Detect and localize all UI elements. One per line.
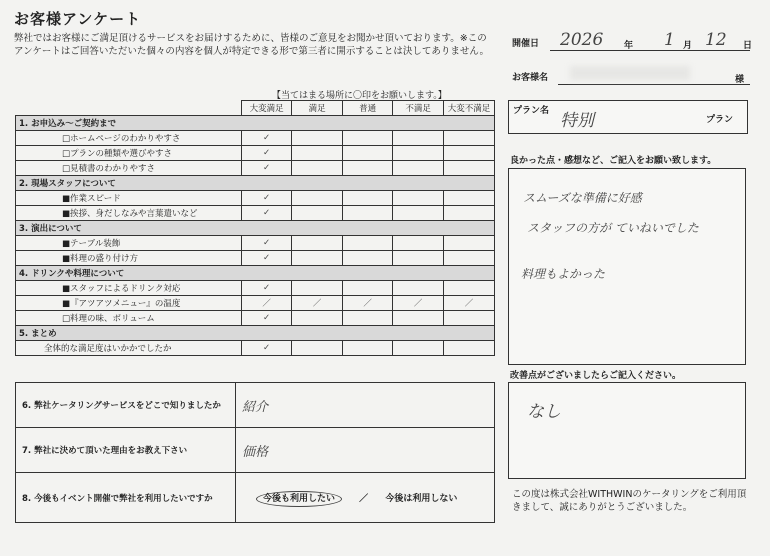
rating-cell[interactable]: ／ xyxy=(241,296,292,311)
rating-cell[interactable] xyxy=(443,236,494,251)
rating-cell[interactable] xyxy=(342,341,393,356)
rating-rows xyxy=(16,116,495,356)
date-label: 開催日 xyxy=(512,39,540,49)
rating-cell[interactable] xyxy=(292,281,343,296)
rating-cell[interactable] xyxy=(342,131,393,146)
column-header: 大変満足 xyxy=(241,101,292,116)
rating-cell[interactable] xyxy=(443,206,494,221)
rating-cell[interactable] xyxy=(393,236,444,251)
rating-row xyxy=(16,161,495,176)
section-header xyxy=(16,266,495,281)
rating-cell[interactable] xyxy=(292,146,343,161)
question-8-label: 8. 今後もイベント開催で弊社を利用したいですか xyxy=(16,473,236,523)
instruction-text: 【当てはまる場所に〇印をお願いします。】 xyxy=(272,91,447,101)
rating-cell[interactable] xyxy=(292,191,343,206)
rating-row xyxy=(16,206,495,221)
corner-cell xyxy=(16,101,242,116)
rating-cell[interactable]: ／ xyxy=(342,296,393,311)
rating-cell[interactable] xyxy=(292,311,343,326)
day-unit: 日 xyxy=(743,41,753,51)
good-point-line: 料理もよかった xyxy=(521,267,606,281)
survey-intro: 弊社ではお客様にご満足頂けるサービスをお届けするために、皆様のご意見をお聞かせ頂いております。※このアンケートはご回答いただいた個々の内容を個人が特定できる形で第三者に開示することは決してありません。 xyxy=(14,33,490,57)
rating-cell[interactable] xyxy=(342,236,393,251)
question-8-options xyxy=(236,473,495,523)
rating-cell[interactable] xyxy=(393,281,444,296)
good-points-box[interactable] xyxy=(508,168,746,365)
question-7-label: 7. 弊社に決めて頂いた理由をお教え下さい xyxy=(16,428,236,473)
section-title: 3. 演出について xyxy=(16,221,495,236)
good-point-line: スタッフの方が ていねいでした xyxy=(527,221,699,235)
rating-cell[interactable] xyxy=(393,161,444,176)
rating-item-label: ■料理の盛り付け方 xyxy=(16,251,242,266)
rating-item-label: 全体的な満足度はいかかでしたか xyxy=(16,341,242,356)
rating-item-label: ■挨拶、身だしなみや言葉遣いなど xyxy=(16,206,242,221)
rating-item-label: □料理の味、ボリューム xyxy=(16,311,242,326)
option-continue-use[interactable]: 今後も利用したい xyxy=(256,491,342,507)
option-slash: ／ xyxy=(359,494,369,504)
rating-cell[interactable] xyxy=(292,251,343,266)
rating-cell[interactable]: ／ xyxy=(443,296,494,311)
rating-cell[interactable]: ✓ xyxy=(241,311,292,326)
question-7-answer[interactable]: 価格 xyxy=(236,428,495,473)
section-header xyxy=(16,326,495,341)
rating-cell[interactable] xyxy=(443,281,494,296)
rating-row xyxy=(16,146,495,161)
rating-cell[interactable] xyxy=(443,191,494,206)
plan-value[interactable]: 特別 xyxy=(560,111,594,131)
rating-row xyxy=(16,236,495,251)
rating-row xyxy=(16,191,495,206)
section-title: 5. まとめ xyxy=(16,326,495,341)
rating-item-label: □ホームページのわかりやすさ xyxy=(16,131,242,146)
section-header xyxy=(16,116,495,131)
column-header: 満足 xyxy=(292,101,343,116)
improvement-text: なし xyxy=(527,402,561,422)
rating-cell[interactable] xyxy=(342,146,393,161)
rating-cell[interactable] xyxy=(393,311,444,326)
section-title: 2. 現場スタッフについて xyxy=(16,176,495,191)
rating-cell[interactable]: ✓ xyxy=(241,236,292,251)
section-header xyxy=(16,176,495,191)
name-redacted xyxy=(570,66,690,80)
rating-cell[interactable]: ／ xyxy=(292,296,343,311)
improvement-label: 改善点がございましたらご記入ください。 xyxy=(510,371,682,381)
rating-cell[interactable] xyxy=(443,161,494,176)
rating-cell[interactable]: ✓ xyxy=(241,251,292,266)
section-title: 1. お申込み～ご契約まで xyxy=(16,116,495,131)
name-suffix: 様 xyxy=(735,75,745,85)
rating-row xyxy=(16,296,495,311)
rating-cell[interactable]: ✓ xyxy=(241,146,292,161)
rating-cell[interactable] xyxy=(443,251,494,266)
option-stop-use[interactable]: 今後は利用しない xyxy=(385,494,458,504)
rating-cell[interactable]: ✓ xyxy=(241,341,292,356)
rating-cell[interactable]: ／ xyxy=(393,296,444,311)
plan-suffix: プラン xyxy=(706,115,734,125)
rating-cell[interactable]: ✓ xyxy=(241,161,292,176)
rating-cell[interactable] xyxy=(292,236,343,251)
improvement-box[interactable] xyxy=(508,382,746,479)
section-header xyxy=(16,221,495,236)
rating-item-label: ■作業スピード xyxy=(16,191,242,206)
rating-cell[interactable] xyxy=(342,161,393,176)
date-year[interactable]: 2026 xyxy=(560,30,604,50)
rating-cell[interactable] xyxy=(393,251,444,266)
rating-row xyxy=(16,281,495,296)
section-title: 4. ドリンクや料理について xyxy=(16,266,495,281)
rating-cell[interactable] xyxy=(342,191,393,206)
column-header: 大変不満足 xyxy=(443,101,494,116)
question-6-label: 6. 弊社ケータリングサービスをどこで知りましたか xyxy=(16,383,236,428)
rating-table xyxy=(15,100,495,356)
name-underline xyxy=(558,84,750,85)
name-label: お客様名 xyxy=(512,73,549,83)
year-unit: 年 xyxy=(624,41,634,51)
rating-item-label: □見積書のわかりやすさ xyxy=(16,161,242,176)
rating-cell[interactable] xyxy=(393,206,444,221)
good-points-label: 良かった点・感想など、ご記入をお願い致します。 xyxy=(510,156,717,166)
rating-cell[interactable] xyxy=(443,311,494,326)
rating-cell[interactable] xyxy=(393,146,444,161)
good-point-line: スムーズな準備に好感 xyxy=(523,191,642,205)
rating-cell[interactable] xyxy=(292,161,343,176)
rating-row xyxy=(16,251,495,266)
rating-cell[interactable] xyxy=(342,206,393,221)
rating-cell[interactable] xyxy=(292,131,343,146)
rating-cell[interactable] xyxy=(342,311,393,326)
month-unit: 月 xyxy=(683,41,693,51)
column-header: 不満足 xyxy=(393,101,444,116)
rating-cell[interactable]: ✓ xyxy=(241,281,292,296)
rating-item-label: ■『アツアツメニュー』の温度 xyxy=(16,296,242,311)
open-questions-table xyxy=(15,382,495,523)
rating-cell[interactable] xyxy=(292,206,343,221)
rating-cell[interactable] xyxy=(393,131,444,146)
date-day[interactable]: 12 xyxy=(705,30,727,50)
thanks-message: この度は株式会社WITHWINのケータリングをご利用頂きまして、誠にありがとうございました。 xyxy=(512,489,747,513)
column-header: 普通 xyxy=(342,101,393,116)
rating-item-label: □プランの種類や選びやすさ xyxy=(16,146,242,161)
plan-label: プラン名 xyxy=(513,106,550,116)
rating-cell[interactable] xyxy=(443,146,494,161)
rating-item-label: ■テーブル装飾 xyxy=(16,236,242,251)
rating-row xyxy=(16,311,495,326)
date-underline xyxy=(550,50,750,51)
rating-item-label: ■スタッフによるドリンク対応 xyxy=(16,281,242,296)
rating-cell[interactable] xyxy=(342,281,393,296)
rating-row xyxy=(16,341,495,356)
survey-title: お客様アンケート xyxy=(14,10,142,28)
rating-cell[interactable] xyxy=(393,341,444,356)
rating-cell[interactable]: ✓ xyxy=(241,191,292,206)
question-6-answer[interactable]: 紹介 xyxy=(236,383,495,428)
rating-row xyxy=(16,131,495,146)
rating-cell[interactable]: ✓ xyxy=(241,206,292,221)
rating-cell[interactable] xyxy=(443,341,494,356)
rating-cell[interactable] xyxy=(443,131,494,146)
rating-cell[interactable] xyxy=(393,191,444,206)
rating-cell[interactable] xyxy=(292,341,343,356)
rating-cell[interactable] xyxy=(342,251,393,266)
rating-cell[interactable]: ✓ xyxy=(241,131,292,146)
date-month[interactable]: 1 xyxy=(664,30,675,50)
